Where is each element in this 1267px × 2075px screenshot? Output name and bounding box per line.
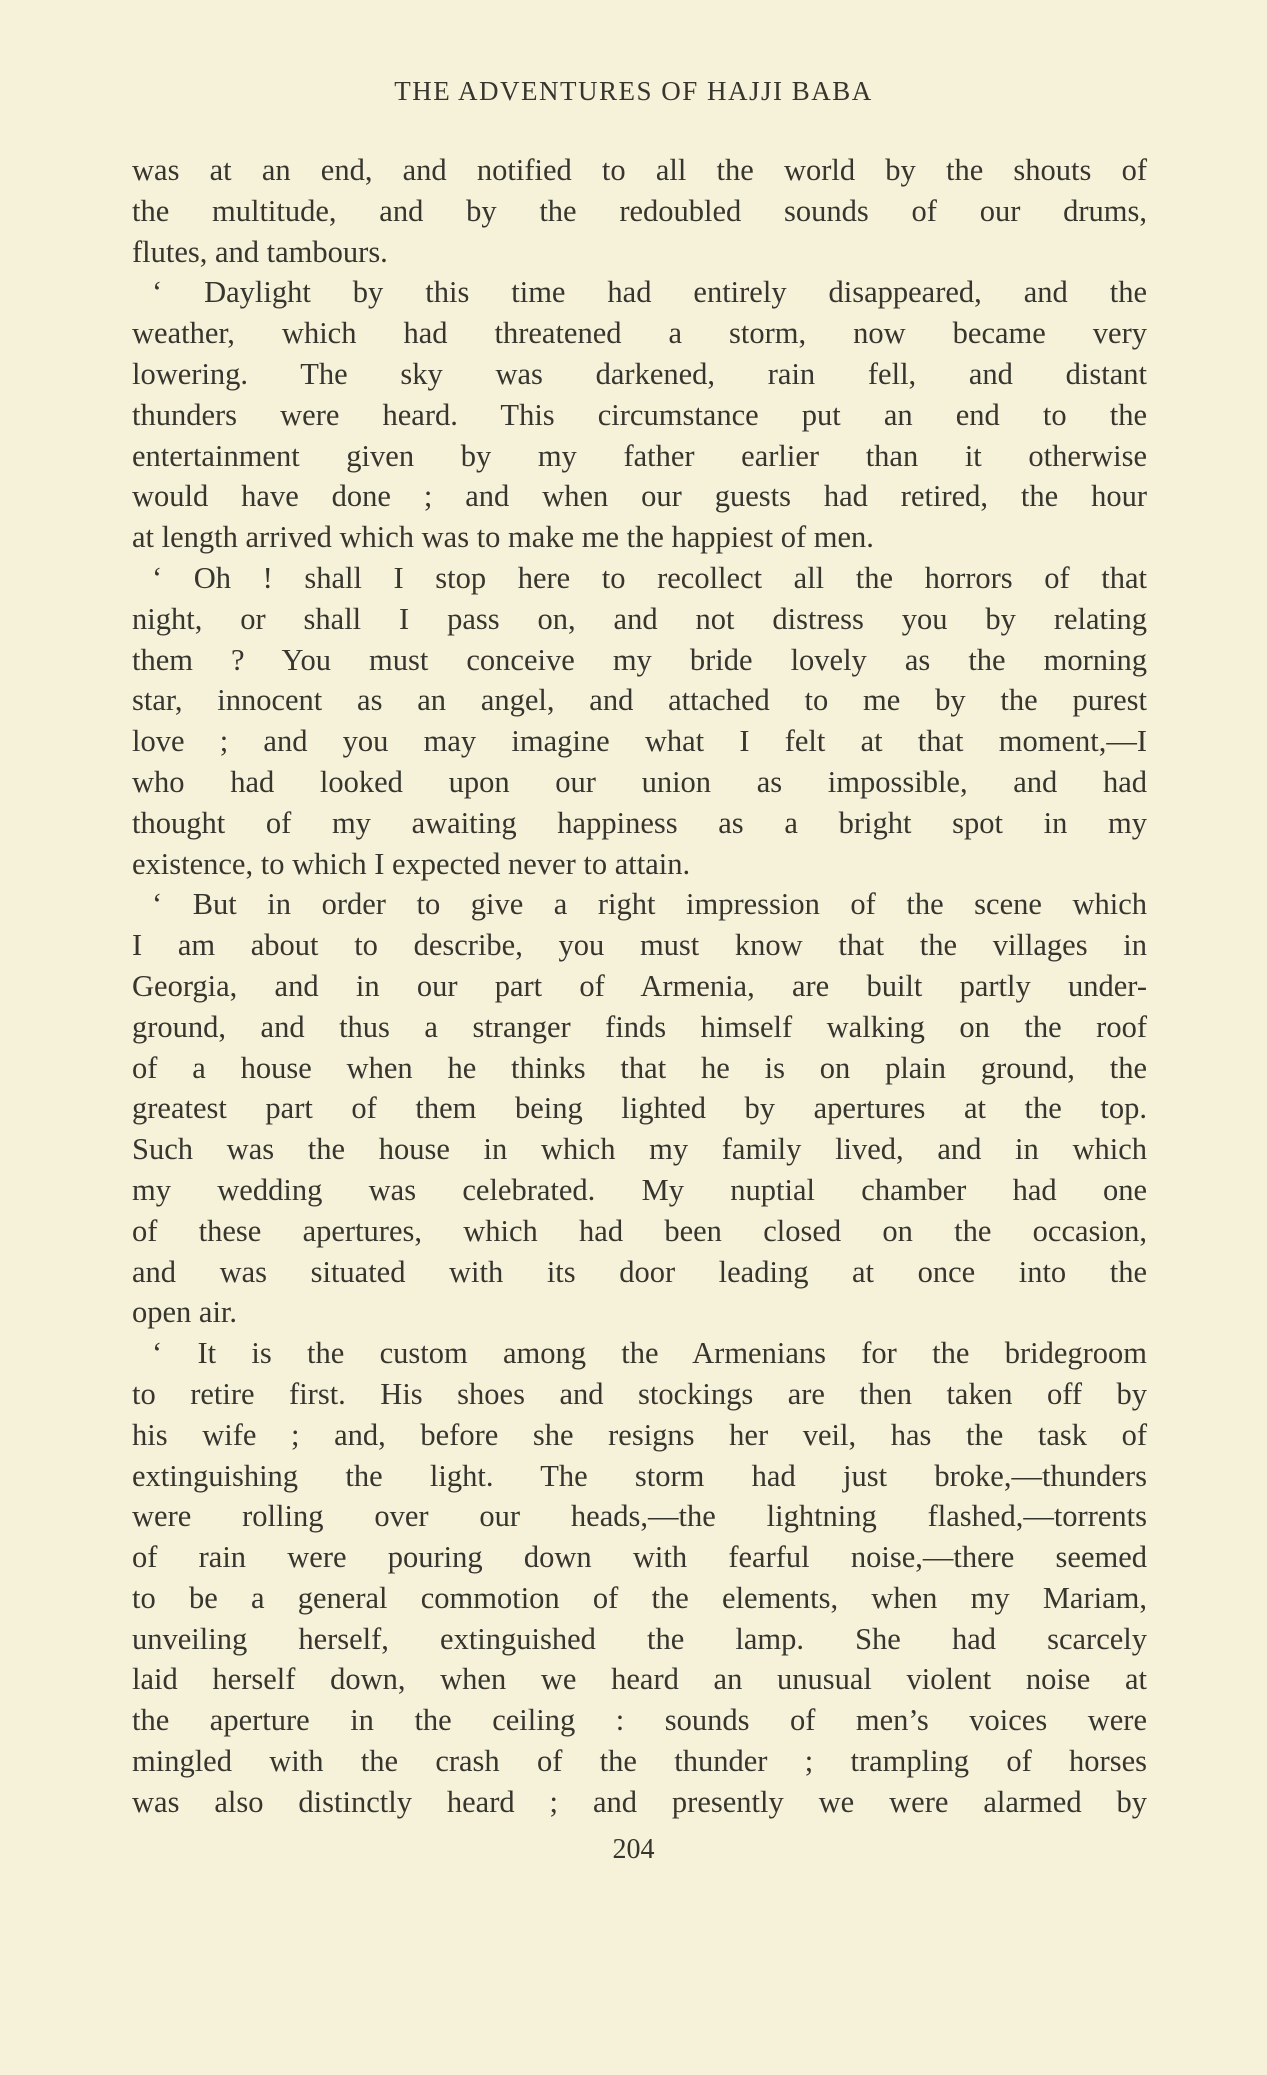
text-line: to retire first. His shoes and stockings are then taken off by [132, 1376, 1147, 1411]
text-line: ‘ Oh ! shall I stop here to recollect all the horrors of that [152, 560, 1147, 595]
text-line: extinguishing the light. The storm had just broke,—thunders [132, 1458, 1147, 1493]
text-line: ‘ But in order to give a right impression of the scene which [152, 887, 1147, 922]
text-line: greatest part of them being lighted by apertures at the top. [132, 1091, 1147, 1126]
text-line: laid herself down, when we heard an unusual violent noise at [132, 1662, 1147, 1697]
text-line: of these apertures, which had been closed on the occasion, [132, 1213, 1147, 1248]
text-line: ‘ Daylight by this time had entirely disappeared, and the [152, 275, 1147, 310]
text-line: thought of my awaiting happiness as a bright spot in my [132, 805, 1147, 840]
page-number: 204 [612, 1834, 655, 1865]
text-line: who had looked upon our union as impossible, and had [132, 764, 1147, 799]
text-line: the multitude, and by the redoubled sounds of our drums, [132, 193, 1147, 228]
text-line: lowering. The sky was darkened, rain fell, and distant [132, 356, 1147, 391]
text-line: Georgia, and in our part of Armenia, are built partly under- [132, 968, 1147, 1003]
text-line: ‘ It is the custom among the Armenians for the bridegroom [152, 1336, 1147, 1371]
text-line: I am about to describe, you must know that the villages in [132, 928, 1147, 963]
text-line: love ; and you may imagine what I felt at that moment,—I [132, 724, 1147, 759]
text-line: them ? You must conceive my bride lovely as the morning [132, 642, 1147, 677]
text-line: unveiling herself, extinguished the lamp. She had scarcely [132, 1621, 1147, 1656]
text-line: existence, to which I expected never to attain. [132, 846, 691, 881]
text-line: open air. [132, 1295, 238, 1330]
text-line: at length arrived which was to make me the happiest of men. [132, 520, 874, 555]
text-line: his wife ; and, before she resigns her veil, has the task of [132, 1417, 1147, 1452]
text-line: mingled with the crash of the thunder ; trampling of horses [132, 1744, 1147, 1779]
text-line: to be a general commotion of the elements, when my Mariam, [132, 1580, 1147, 1615]
running-header: THE ADVENTURES OF HAJJI BABA [394, 76, 873, 106]
text-line: of a house when he thinks that he is on plain ground, the [132, 1050, 1147, 1085]
text-line: flutes, and tambours. [132, 234, 388, 269]
text-line: star, innocent as an angel, and attached to me by the purest [132, 683, 1147, 718]
text-line: was also distinctly heard ; and presently we were alarmed by [132, 1784, 1147, 1819]
text-line: were rolling over our heads,—the lightning flashed,—torrents [132, 1499, 1147, 1534]
text-line: the aperture in the ceiling : sounds of men’s voices were [132, 1703, 1147, 1738]
text-line: thunders were heard. This circumstance put an end to the [132, 397, 1147, 432]
text-line: was at an end, and notified to all the world by the shouts of [132, 153, 1147, 187]
text-line: weather, which had threatened a storm, now became very [132, 316, 1147, 351]
body-text [132, 150, 1147, 1823]
text-line: my wedding was celebrated. My nuptial chamber had one [132, 1172, 1147, 1207]
text-line: of rain were pouring down with fearful noise,—there seemed [132, 1540, 1147, 1575]
text-line: entertainment given by my father earlier than it otherwise [132, 438, 1147, 473]
text-line: would have done ; and when our guests had retired, the hour [132, 479, 1147, 514]
text-line: ground, and thus a stranger finds himself walking on the roof [132, 1009, 1147, 1044]
text-line: night, or shall I pass on, and not distress you by relating [132, 601, 1147, 636]
text-line: and was situated with its door leading at once into the [132, 1254, 1147, 1289]
text-line: Such was the house in which my family lived, and in which [132, 1132, 1147, 1167]
